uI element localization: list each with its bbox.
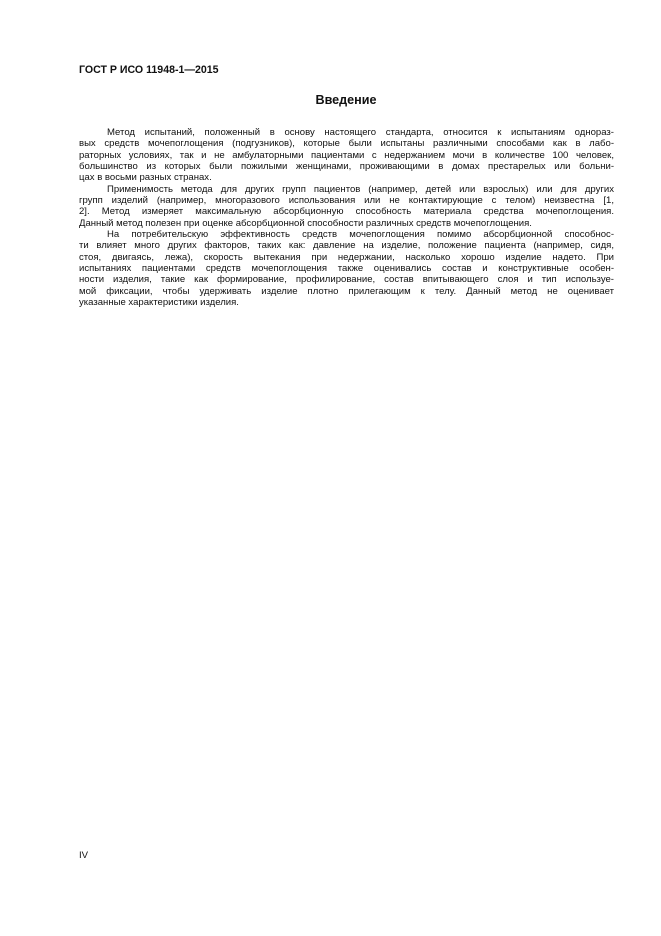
text-line: Данный метод полезен при оценке абсорбционной способности различных средств мочепоглощения. [79, 217, 532, 229]
text-line: На потребительскую эффективность средств мочепоглощения помимо абсорбционной способнос- [107, 229, 614, 241]
document-header: ГОСТ Р ИСО 11948-1—2015 [79, 64, 219, 76]
paragraph-1 [79, 127, 614, 184]
text-line: испытаниях пациентами средств мочепоглощения также оценивались состав и конструктивные особен- [79, 263, 614, 275]
text-line: цах в восьми разных странах. [79, 172, 212, 184]
paragraph-3 [79, 229, 614, 308]
text-line: стоя, двигаясь, лежа), скорость вытекания при недержании, насколько хорошо изделие надето. При [79, 251, 614, 263]
text-line: ти влияет много других факторов, таких как: давление на изделие, положение пациента (например, сидя, [79, 240, 614, 252]
text-line: ности изделия, такие как формирование, профилирование, состав впитывающего слоя и тип используе- [79, 274, 614, 286]
text-line: 2]. Метод измеряет максимальную абсорбционную способность материала средства мочепоглощения. [79, 206, 614, 218]
text-line: указанные характеристики изделия. [79, 297, 239, 309]
text-line: вых средств мочепоглощения (подгузников), которые были испытаны различными способами как в лабо- [79, 138, 614, 150]
paragraph-2 [79, 184, 614, 229]
text-line: большинство из которых были пожилыми женщинами, проживающими в домах престарелых или больни- [79, 161, 614, 173]
body-text [79, 127, 614, 309]
text-line: мой фиксации, чтобы удерживать изделие плотно прилегающим к телу. Данный метод не оценивает [79, 285, 614, 297]
text-line: групп изделий (например, многоразового использования или не контактирующие с телом) неизвестна [1, [79, 195, 614, 207]
page-number: IV [79, 850, 89, 861]
section-title: Введение [315, 93, 377, 107]
text-line: раторных условиях, так и не амбулаторными пациентами с недержанием мочи в количестве 100 человек, [79, 149, 614, 161]
text-line: Метод испытаний, положенный в основу настоящего стандарта, относится к испытаниям однораз- [107, 127, 614, 138]
text-line: Применимость метода для других групп пациентов (например, детей или взрослых) или для других [107, 183, 614, 195]
